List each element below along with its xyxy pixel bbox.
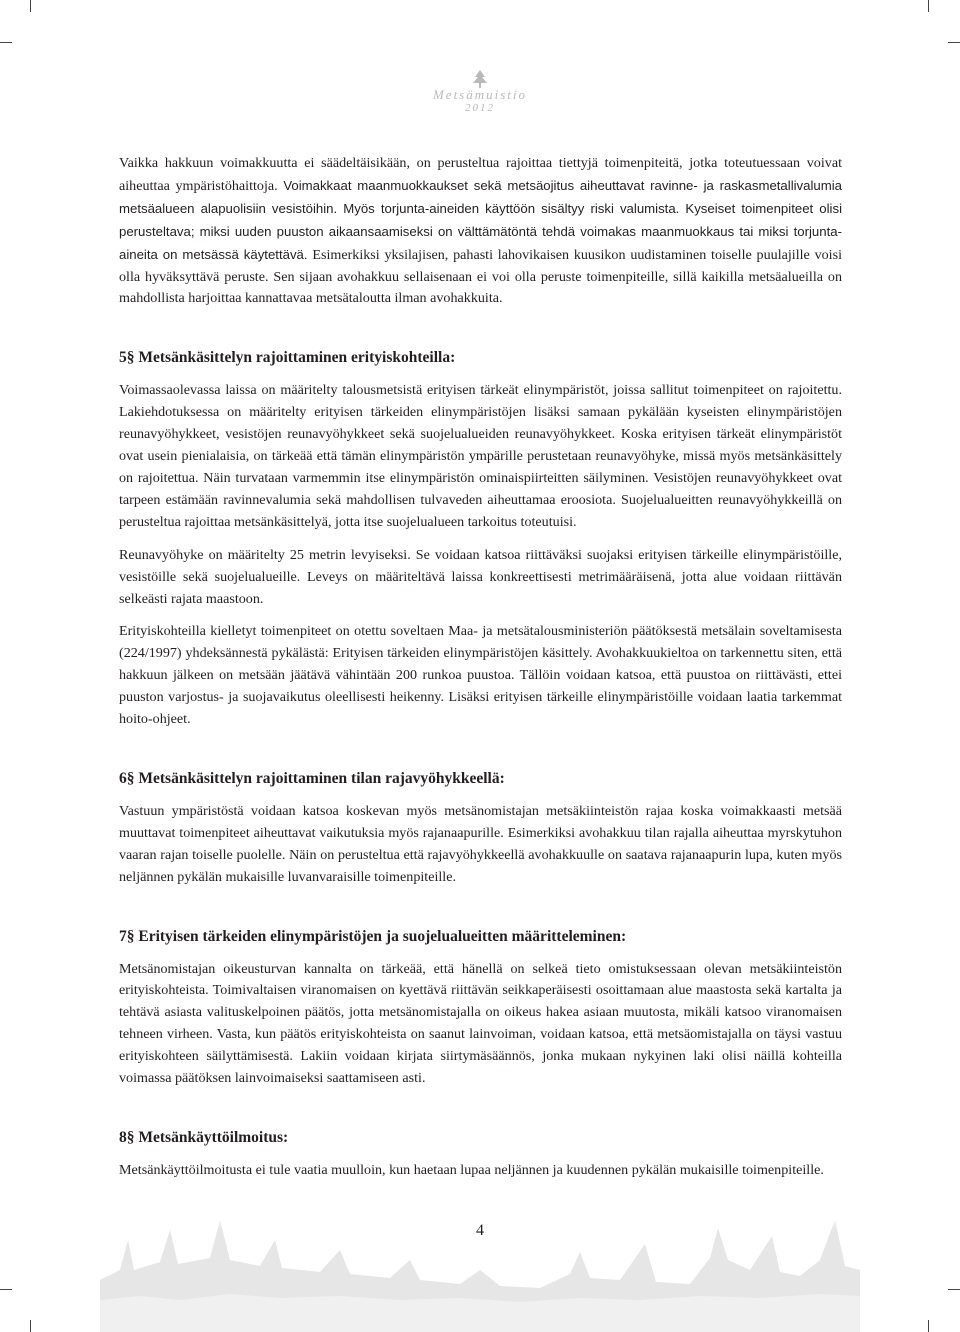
- crop-mark-bottom-right-vertical: [928, 1320, 930, 1332]
- crop-mark-top-right-vertical: [928, 0, 930, 12]
- page-number: 4: [476, 1222, 484, 1239]
- footer-forest-banner: [100, 1200, 860, 1332]
- section-paragraph: Voimassaolevassa laissa on määritelty talousmetsistä erityisen tärkeät elinympäristöt, joissa sallitut toimenpiteet on rajoitettu. Lakiehdotuksessa on määritelty erityisen tärkeiden elinympäristöjen lisäksi samaan pykälään kyseisten elinympäristöjen reunavyöhykkeet, vesistöjen reunavyöhykkeet sekä suojelualueiden reunavyöhykkeet. Koska erityisen tärkeät elinympäristöt ovat usein pienialaisia, on tärkeää että tämän elinympäristön ympärille perustetaan reunavyöhyke, missä myös metsänkäsittely on rajoitettua. Näin turvataan varmemmin itse elinympäristön ominaispiirteitten säilyminen. Vesistöjen reunavyöhykkeet ovat tarpeen estämään ravinnevalumia sekä mahdollisen tulvaveden aiheuttamaa eroosiota. Suojelualueitten reunavyöhykkeillä on perusteltua rajoittaa metsänkäsittelyä, jotta itse suojelualueen tarkoitus toteutuisi.: [119, 382, 842, 530]
- section-8: [119, 1128, 842, 1182]
- section-paragraph: Erityiskohteilla kielletyt toimenpiteet on otettu soveltaen Maa- ja metsätalousministeriön päätöksestä metsälain soveltamisesta (224/1997) yhdeksännestä pykälästä: Erityisen tärkeiden elinympäristöjen käsittely. Avohakkuukieltoa on tarkennettu siten, että hakkuun jälkeen on metsään jäätävä vähintään 200 runkoa puustoa. Tällöin voidaan katsoa, että puustoa on riittävästi, ettei puuston varjostus- ja suojavaikutus oleellisesti heikenny. Lisäksi erityisen tärkeille elinympäristöille voidaan laatia tarkemmat hoito-ohjeet.: [119, 623, 842, 728]
- crop-mark-top-left: [0, 30, 12, 43]
- section-paragraph: Vastuun ympäristöstä voidaan katsoa koskevan myös metsänomistajan metsäkiinteistön rajaa koska voimakkaasti metsää muuttavat toimenpiteet aiheuttavat vaikutuksia myös rajanaapurille. Esimerkiksi avohakkuu tilan rajalla aiheuttaa myrskytuhon vaaran rajan toiselle puolelle. Näin on perusteltua että rajavyöhykkeellä avohakkuulle on saatava rajanaapurin lupa, kuten myös neljännen pykälän mukaisille luvanvaraisille toimenpiteille.: [119, 802, 842, 885]
- crop-mark-bottom-right: [948, 1289, 960, 1302]
- crop-mark-top-left-vertical: [30, 0, 32, 12]
- intro-paragraph-block: [119, 153, 842, 310]
- section-heading: 7§ Erityisen tärkeiden elinympäristöjen ja suojelualueitten määritteleminen:: [119, 927, 627, 945]
- section-paragraph: Reunavyöhyke on määritelty 25 metrin levyiseksi. Se voidaan katsoa riittäväksi suojaksi erityisen tärkeille elinympäristöille, vesistöille sekä suojelualueille. Leveys on määriteltävä laissa konkreettisesti metrimääräisenä, jotta alue voidaan riittävän selkeästi rajata maastoon.: [119, 546, 842, 607]
- intro-text-serif-end: Esimerkiksi yksilajisen, pahasti lahovikaisen kuusikon uudistaminen toiselle puulajille voisi olla hyväksyttävä peruste. Sen sijaan avohakkuu sellaisenaan ei voi olla peruste toimenpiteille, sillä kaikilla metsäalueilla on mahdollista harjoittaa kannattavaa metsätaloutta ilman avohakkuita.: [119, 246, 842, 307]
- section-7: [119, 927, 842, 1090]
- forest-silhouette-icon: [100, 1200, 860, 1332]
- header-logo: [420, 70, 540, 114]
- section-6: [119, 769, 842, 889]
- intro-paragraph: [119, 153, 842, 310]
- intro-text-serif: Vaikka hakkuun voimakkuutta ei säädeltäisikään, on perusteltua rajoittaa tiettyjä toimenpiteitä, jotka toteutuessaan voivat aiheuttaa ympäristöhaittoja.: [119, 155, 842, 194]
- intro-text-sans: Voimakkaat maanmuokkaukset sekä metsäojitus aiheuttavat ravinne- ja raskasmetallivalumia metsäalueen alapuolisiin vesistöihin. Myös torjunta-aineiden käyttöön sisältyy riski valumista. Kyseiset toimenpiteet olisi perusteltava; miksi uuden puuston aikaansaamiseksi on välttämätöntä tehdä voimakas maanmuokkaus tai miksi torjunta-aineita on metsässä käytettävä.: [119, 177, 843, 262]
- crop-mark-bottom-left-vertical: [30, 1320, 32, 1332]
- section-heading: 5§ Metsänkäsittelyn rajoittaminen erityiskohteilla:: [119, 349, 456, 367]
- crop-mark-top-right: [948, 30, 960, 43]
- brand-year: 2012: [465, 102, 495, 114]
- crop-mark-bottom-left: [0, 1289, 12, 1302]
- tree-icon: [472, 70, 488, 88]
- section-paragraph: Metsänomistajan oikeusturvan kannalta on tärkeää, että hänellä on selkeä tieto omistuksessaan olevan metsäkiinteistön erityiskohteista. Toimivaltaisen viranomaisen on kyettävä riittävän seikkaperäisesti osoittamaan alue maastosta sekä kartalta ja tehtävä asiasta valituskelpoinen päätös, jotta metsänomistajalla on oikeus hakea asiaan muutosta, mikäli katsoo viranomaisen tehneen virheen. Vasta, kun päätös erityiskohteista on saanut lainvoiman, voidaan katsoa, että metsäomistajalla on täysi vastuu erityiskohteen säilyttämisestä. Lakiin voidaan kirjata siirtymäsäännös, jonka mukaan nykyinen laki olisi näillä kohteilla voimassa päätöksen lainvoimaiseksi saattamiseen asti.: [119, 960, 842, 1087]
- brand-name: Metsämuistio: [432, 87, 528, 102]
- section-heading: 6§ Metsänkäsittelyn rajoittaminen tilan rajavyöhykkeellä:: [119, 769, 505, 787]
- document-body: [119, 153, 842, 1182]
- section-paragraph: Metsänkäyttöilmoitusta ei tule vaatia muulloin, kun haetaan lupaa neljännen ja kuudennen pykälän mukaisille toimenpiteille.: [119, 1162, 824, 1178]
- section-heading: 8§ Metsänkäyttöilmoitus:: [119, 1129, 289, 1146]
- section-5: [119, 348, 842, 731]
